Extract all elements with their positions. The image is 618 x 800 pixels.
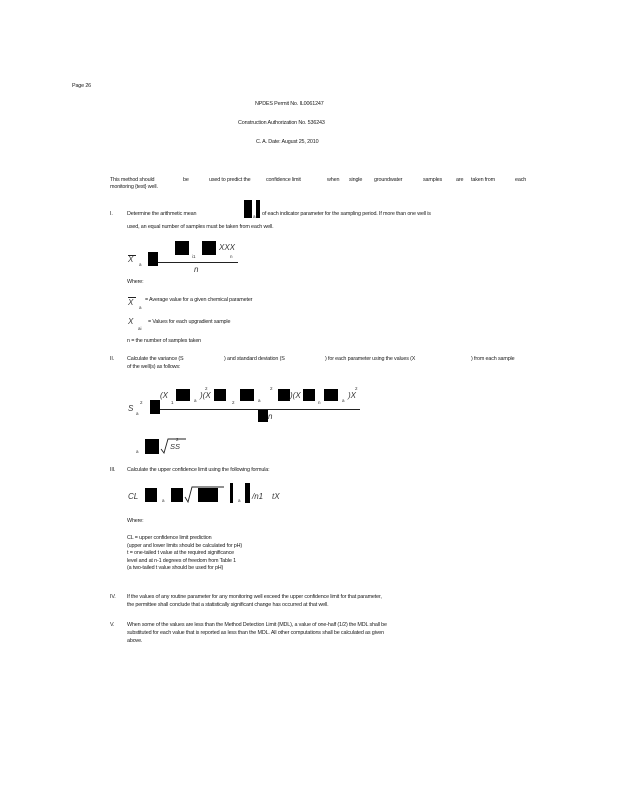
step-1-text: Determine the arithmetic mean [127,211,197,217]
redaction-block [256,200,260,218]
construction-authorization: Construction Authorization No. 536243 [238,120,325,126]
redaction-block [244,200,252,218]
step-2-numeral: II. [110,356,115,362]
redaction-block [145,439,159,454]
redaction-block [198,488,218,502]
redaction-block [303,389,315,401]
step-5-numeral: V. [110,622,115,628]
redaction-block [230,483,233,503]
redaction-block [278,389,290,401]
definition-n: n = the number of samples taken [127,338,202,344]
redaction-block [148,252,158,266]
definitions: CL = upper confidence limit prediction (upper and lower limits should be calculated for pH) t = one-tailed t value at the required significance level and at n-1 degrees of freedom from Table 1 (a two-tailed t value should be used for pH) [127,535,243,572]
where-label: Where: [127,518,144,524]
redaction-block [214,389,226,401]
definition-values: = Values for each upgradient sample [148,319,231,325]
step-1-text: used, an equal number of samples must be taken from each well. [127,224,274,230]
page-number: Page 26 [72,83,92,89]
redaction-block [150,400,160,414]
definition-mean: = Average value for a given chemical parameter [145,297,253,303]
step-4-numeral: IV. [110,594,116,600]
redaction-block [258,410,268,422]
permit-number: NPDES Permit No. IL0061247 [255,101,324,107]
redaction-block [175,241,189,255]
where-label: Where: [127,279,144,285]
redaction-block [171,488,183,502]
redaction-block [240,389,254,401]
step-3-numeral: III. [110,467,116,473]
step-1-numeral: I. [110,211,113,217]
step-1-text: of each indicator parameter for the sampling period. If more than one well is [262,211,431,217]
redaction-block [176,389,190,401]
fraction-bar [158,262,238,263]
redaction-block [324,389,338,401]
redaction-block [202,241,216,255]
ca-date: C. A. Date: August 25, 2010 [256,139,319,145]
redaction-block [245,483,250,503]
redaction-block [145,488,157,502]
